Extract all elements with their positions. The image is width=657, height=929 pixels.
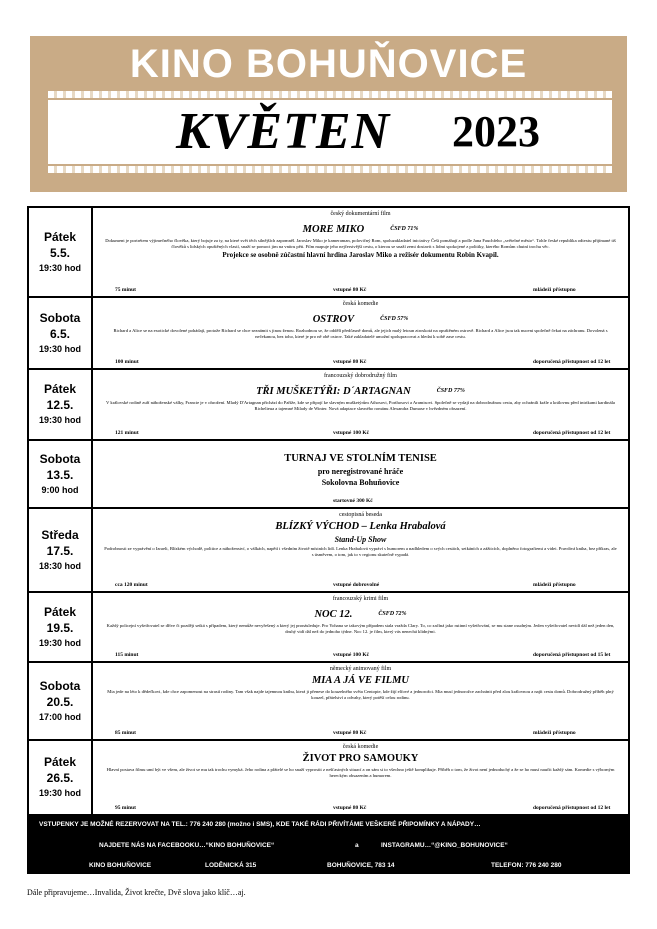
event-description: Každý policejní vyšetřovatel se dříve či později setká s případem, který nemůže nevyřešený a který jej pronásleduje. Pro Yohana se takovým případem stala vražda Clary. To, co začíná jako rutinní vyšetřování, se mu stane osudným. Jeden vyšetřovatel nevidí dál než jeden den, druhý vidí dál než do jednoho týdne. Noc 12. je film, který vás nenechá klidnými. <box>106 623 615 634</box>
event-price: vstupné 80 Kč <box>333 359 367 365</box>
event-genre: cestopisná beseda <box>339 512 382 518</box>
event-time: 19:30 hod <box>38 262 81 273</box>
programme-table <box>27 206 630 874</box>
event-minutes: 121 minut <box>115 430 139 436</box>
event-minutes: cca 120 minut <box>115 582 148 588</box>
event-time: 17:00 hod <box>38 711 81 722</box>
and-text: a <box>355 842 359 849</box>
event-genre: francouzský krimi film <box>332 596 389 602</box>
event-genre: český dokumentární film <box>330 211 391 217</box>
month-ticket <box>48 100 612 164</box>
event-genre: německý animovaný film <box>329 666 392 672</box>
event-price: startovné 300 Kč <box>333 498 373 504</box>
event-day: Sobota <box>39 678 81 693</box>
event-content <box>93 509 628 591</box>
contact-info <box>29 814 628 874</box>
facebook-text: NAJDETE NÁS NA FACEBOOKU…“KINO BOHUŇOVICE“ <box>99 842 275 849</box>
event-price: vstupné 80 Kč <box>333 730 367 736</box>
event-row <box>29 298 628 370</box>
event-genre: česká komedie <box>342 301 379 307</box>
event-footer <box>93 497 628 506</box>
date-cell <box>29 441 93 507</box>
event-date: 17.5. <box>46 543 74 558</box>
event-rating: ČSFD 71% <box>390 226 419 232</box>
event-minutes: 115 minut <box>115 652 139 658</box>
event-footer <box>93 429 628 438</box>
event-description: Podrobnosti ze vyprávění o Izraeli, Blízkém východě, politice a náboženství, o válkách, napětí i všedním životě místních lidí. Lenka Hrabalová vypráví s humorem a nadhledem o svých cestách, setkáních a zážitcích, doplněno fotografiemi a videi. Pravdivá kniha, bez příkras, ale s úsměvem, o tom, jak to v regionu skutečně vypadá. <box>104 546 617 557</box>
event-day: Středa <box>41 527 79 542</box>
contact-street: LODĚNICKÁ 315 <box>205 862 257 869</box>
upcoming-note: Dále připravujeme…Invalida, Život krečte, Dvě slova jako klíč…aj. <box>27 888 246 897</box>
event-title: TŘI MUŠKETÝŘI: D´ARTAGNAN <box>256 386 411 397</box>
event-price: vstupné 80 Kč <box>333 287 367 293</box>
event-content <box>93 370 628 439</box>
event-footer <box>93 358 628 367</box>
event-row <box>29 741 628 814</box>
event-minutes: 85 minut <box>115 730 136 736</box>
event-rating: ČSFD 77% <box>436 388 465 394</box>
event-minutes: 95 minut <box>115 805 136 811</box>
event-title: OSTROV <box>312 314 355 325</box>
event-row <box>29 441 628 509</box>
event-content <box>93 208 628 296</box>
event-genre: česká komedie <box>342 744 379 750</box>
contact-name: KINO BOHUŇOVICE <box>89 862 152 869</box>
date-cell <box>29 741 93 814</box>
header-banner <box>30 36 627 192</box>
event-time: 19:30 hod <box>38 637 81 648</box>
event-description: Hlavní postava filmu umí být ve všem, ale život se mu tak trochu vymyká. Jeho rodina a přátelé se ho snaží vyprostit z nešťastných situací a on sám si to všechno ještě komplikuje. Příběh o tom, že život není jednoduchý a že se ho musí naučit každý sám. Komedie s výborným hereckým obsazením a humorem. <box>106 767 615 778</box>
event-content <box>93 741 628 814</box>
event-description: Dokument je portrétem výjimečného člověka, který bojuje za ty, na které svět těch silnějších zapomněl. Jaroslav Miko je kameraman, polovičný Rom, spoluzakladatel iniciativy Češi pomáhají a podle Jana Fauchfeho „světelné město“. Tohle české republika odtextu přijímané tiš člověků s lidských opuštěných vlastí, snaží se pomoct jim na vnitru pěti. Film mapuje jeho nejčerstvější cestu, o kterou se snaží zemi dostavit s lidmi spokojené z politiky, kterého Romům chutní trochu věc. <box>105 238 616 249</box>
event-access: mládeži přístupno <box>533 582 576 588</box>
event-description: Richard a Alice se na exotické dovolené pohádají, protože Richard se chce seznámit s jinou ženou. Rozhodnou se, že oddělí předčasně domů, ale jejich malý letoun ztroskotá na opuštěném ostrově. Richard a Alice jsou tak nuceni společně čekat na záchranu. Dovolená s nečekanou, bez toho, které je pro ně obě ostrov. Také zakladatelé umožní spolupracovat a hledat k sobě zase cestu. <box>113 328 608 339</box>
event-row <box>29 370 628 441</box>
date-cell <box>29 509 93 591</box>
event-date: 19.5. <box>46 620 74 635</box>
event-subtitle: Stand-Up Show <box>334 535 387 544</box>
event-access: mládeži přístupno <box>533 730 576 736</box>
event-price: vstupné dobrovolné <box>333 582 380 588</box>
event-content <box>93 298 628 368</box>
event-title: MORE MIKO <box>302 224 365 235</box>
event-title: BLÍZKÝ VÝCHOD – Lenka Hrabalová <box>275 521 446 532</box>
event-day: Pátek <box>43 755 77 769</box>
event-price: vstupné 80 Kč <box>333 805 367 811</box>
event-time: 19:30 hod <box>38 415 81 425</box>
event-day: Pátek <box>43 604 77 619</box>
date-cell <box>29 370 93 439</box>
event-description: Mia jede na léto k dědečkovi, kde chce zapomenout na strastí rodiny. Tam však najde tajemnou knihu, která ji přenese do kouzelného světa Centopie, kde žijí elfové a jednorožci. Mia musí jednorožce zachránit před zlou královnou a najít cestu domů. Dobrodružný příběh plný kouzel, přátelství a odvahy, který potěší celou rodinu. <box>107 689 614 700</box>
event-row <box>29 663 628 741</box>
contact-city: BOHUŇOVICE, 783 14 <box>327 862 395 869</box>
event-title: NOC 12. <box>314 609 353 620</box>
date-cell <box>29 298 93 368</box>
event-line: pro neregistrované hráče <box>317 467 404 476</box>
event-time: 18:30 hod <box>38 560 81 571</box>
date-cell <box>29 593 93 661</box>
year-title: 2023 <box>452 107 540 156</box>
event-content <box>93 593 628 661</box>
event-date: 13.5. <box>46 467 74 482</box>
event-footer <box>93 651 628 660</box>
event-rating: ČSFD 72% <box>378 611 407 617</box>
event-row <box>29 208 628 298</box>
event-access: doporučená přístupnost od 12 let <box>533 805 611 811</box>
event-title: MIA A JÁ VE FILMU <box>311 675 410 686</box>
event-day: Sobota <box>39 451 81 466</box>
event-content <box>93 441 628 507</box>
contact-phone: TELEFON: 776 240 280 <box>491 862 562 869</box>
event-footer <box>93 729 628 738</box>
event-footer <box>93 581 628 590</box>
event-access: doporučená přístupnost od 12 let <box>533 359 611 365</box>
event-date: 5.5. <box>49 245 70 260</box>
event-row <box>29 509 628 593</box>
date-cell <box>29 208 93 296</box>
event-minutes: 100 minut <box>115 359 139 365</box>
event-time: 19:30 hod <box>38 788 81 798</box>
event-day: Sobota <box>39 310 81 325</box>
event-day: Pátek <box>43 382 77 396</box>
event-rating: ČSFD 57% <box>380 316 409 322</box>
event-access: doporučená přístupnost od 15 let <box>533 652 611 658</box>
event-date: 20.5. <box>46 694 74 709</box>
instagram-text: INSTAGRAMU…“@KINO_BOHUNOVICE“ <box>381 842 508 849</box>
event-time: 9:00 hod <box>41 484 79 495</box>
date-cell <box>29 663 93 739</box>
event-highlight: Projekce se osobně zúčastní hlavní hrdina Jaroslav Miko a režisér dokumentu Robin Kvapil. <box>222 251 499 259</box>
reservation-text: VSTUPENKY JE MOŽNÉ REZERVOVAT NA TEL.: 776 240 280 (možno i SMS), KDE TAKÉ RÁDI PŘIVÍTÁME VEŠKERÉ PŘIPOMÍNKY A NÁPADY… <box>39 821 481 828</box>
event-time: 19:30 hod <box>38 343 81 354</box>
event-footer <box>93 286 628 295</box>
event-footer <box>93 804 628 813</box>
event-minutes: 75 minut <box>115 287 136 293</box>
month-title: KVĚTEN <box>176 103 391 160</box>
event-date: 26.5. <box>46 771 74 785</box>
event-price: vstupné 100 Kč <box>333 430 370 436</box>
event-price: vstupné 100 Kč <box>333 652 370 658</box>
event-title: TURNAJ VE STOLNÍM TENISE <box>284 453 437 464</box>
event-access: mládeži přístupno <box>533 287 576 293</box>
event-title: ŽIVOT PRO SAMOUKY <box>302 753 419 764</box>
event-access: doporučená přístupnost od 12 let <box>533 430 611 436</box>
event-date: 12.5. <box>46 398 74 412</box>
event-date: 6.5. <box>49 326 70 341</box>
event-content <box>93 663 628 739</box>
event-line: Sokolovna Bohuňovice <box>321 478 400 487</box>
cinema-name: KINO BOHUŇOVICE <box>129 42 528 86</box>
event-genre: francouzský dobrodružný film <box>324 373 397 379</box>
event-day: Pátek <box>43 229 77 244</box>
event-description: V královské rodině zuří náboženské války, Francie je v ohrožení. Mladý D'Artagnan přichází do Paříže, kde se připojí ke slavným mušketýrům Athosovi, Porthosovi a Aramisovi. Společně se vydají na dobrodružnou cestu, aby ochránili krále a královnu před intrikami kardinála Richelieua a tajemné Milady de Winter. Nová adaptace slavného románu Alexandra Dumase v hvězdném obsazení. <box>106 400 615 411</box>
event-row <box>29 593 628 663</box>
